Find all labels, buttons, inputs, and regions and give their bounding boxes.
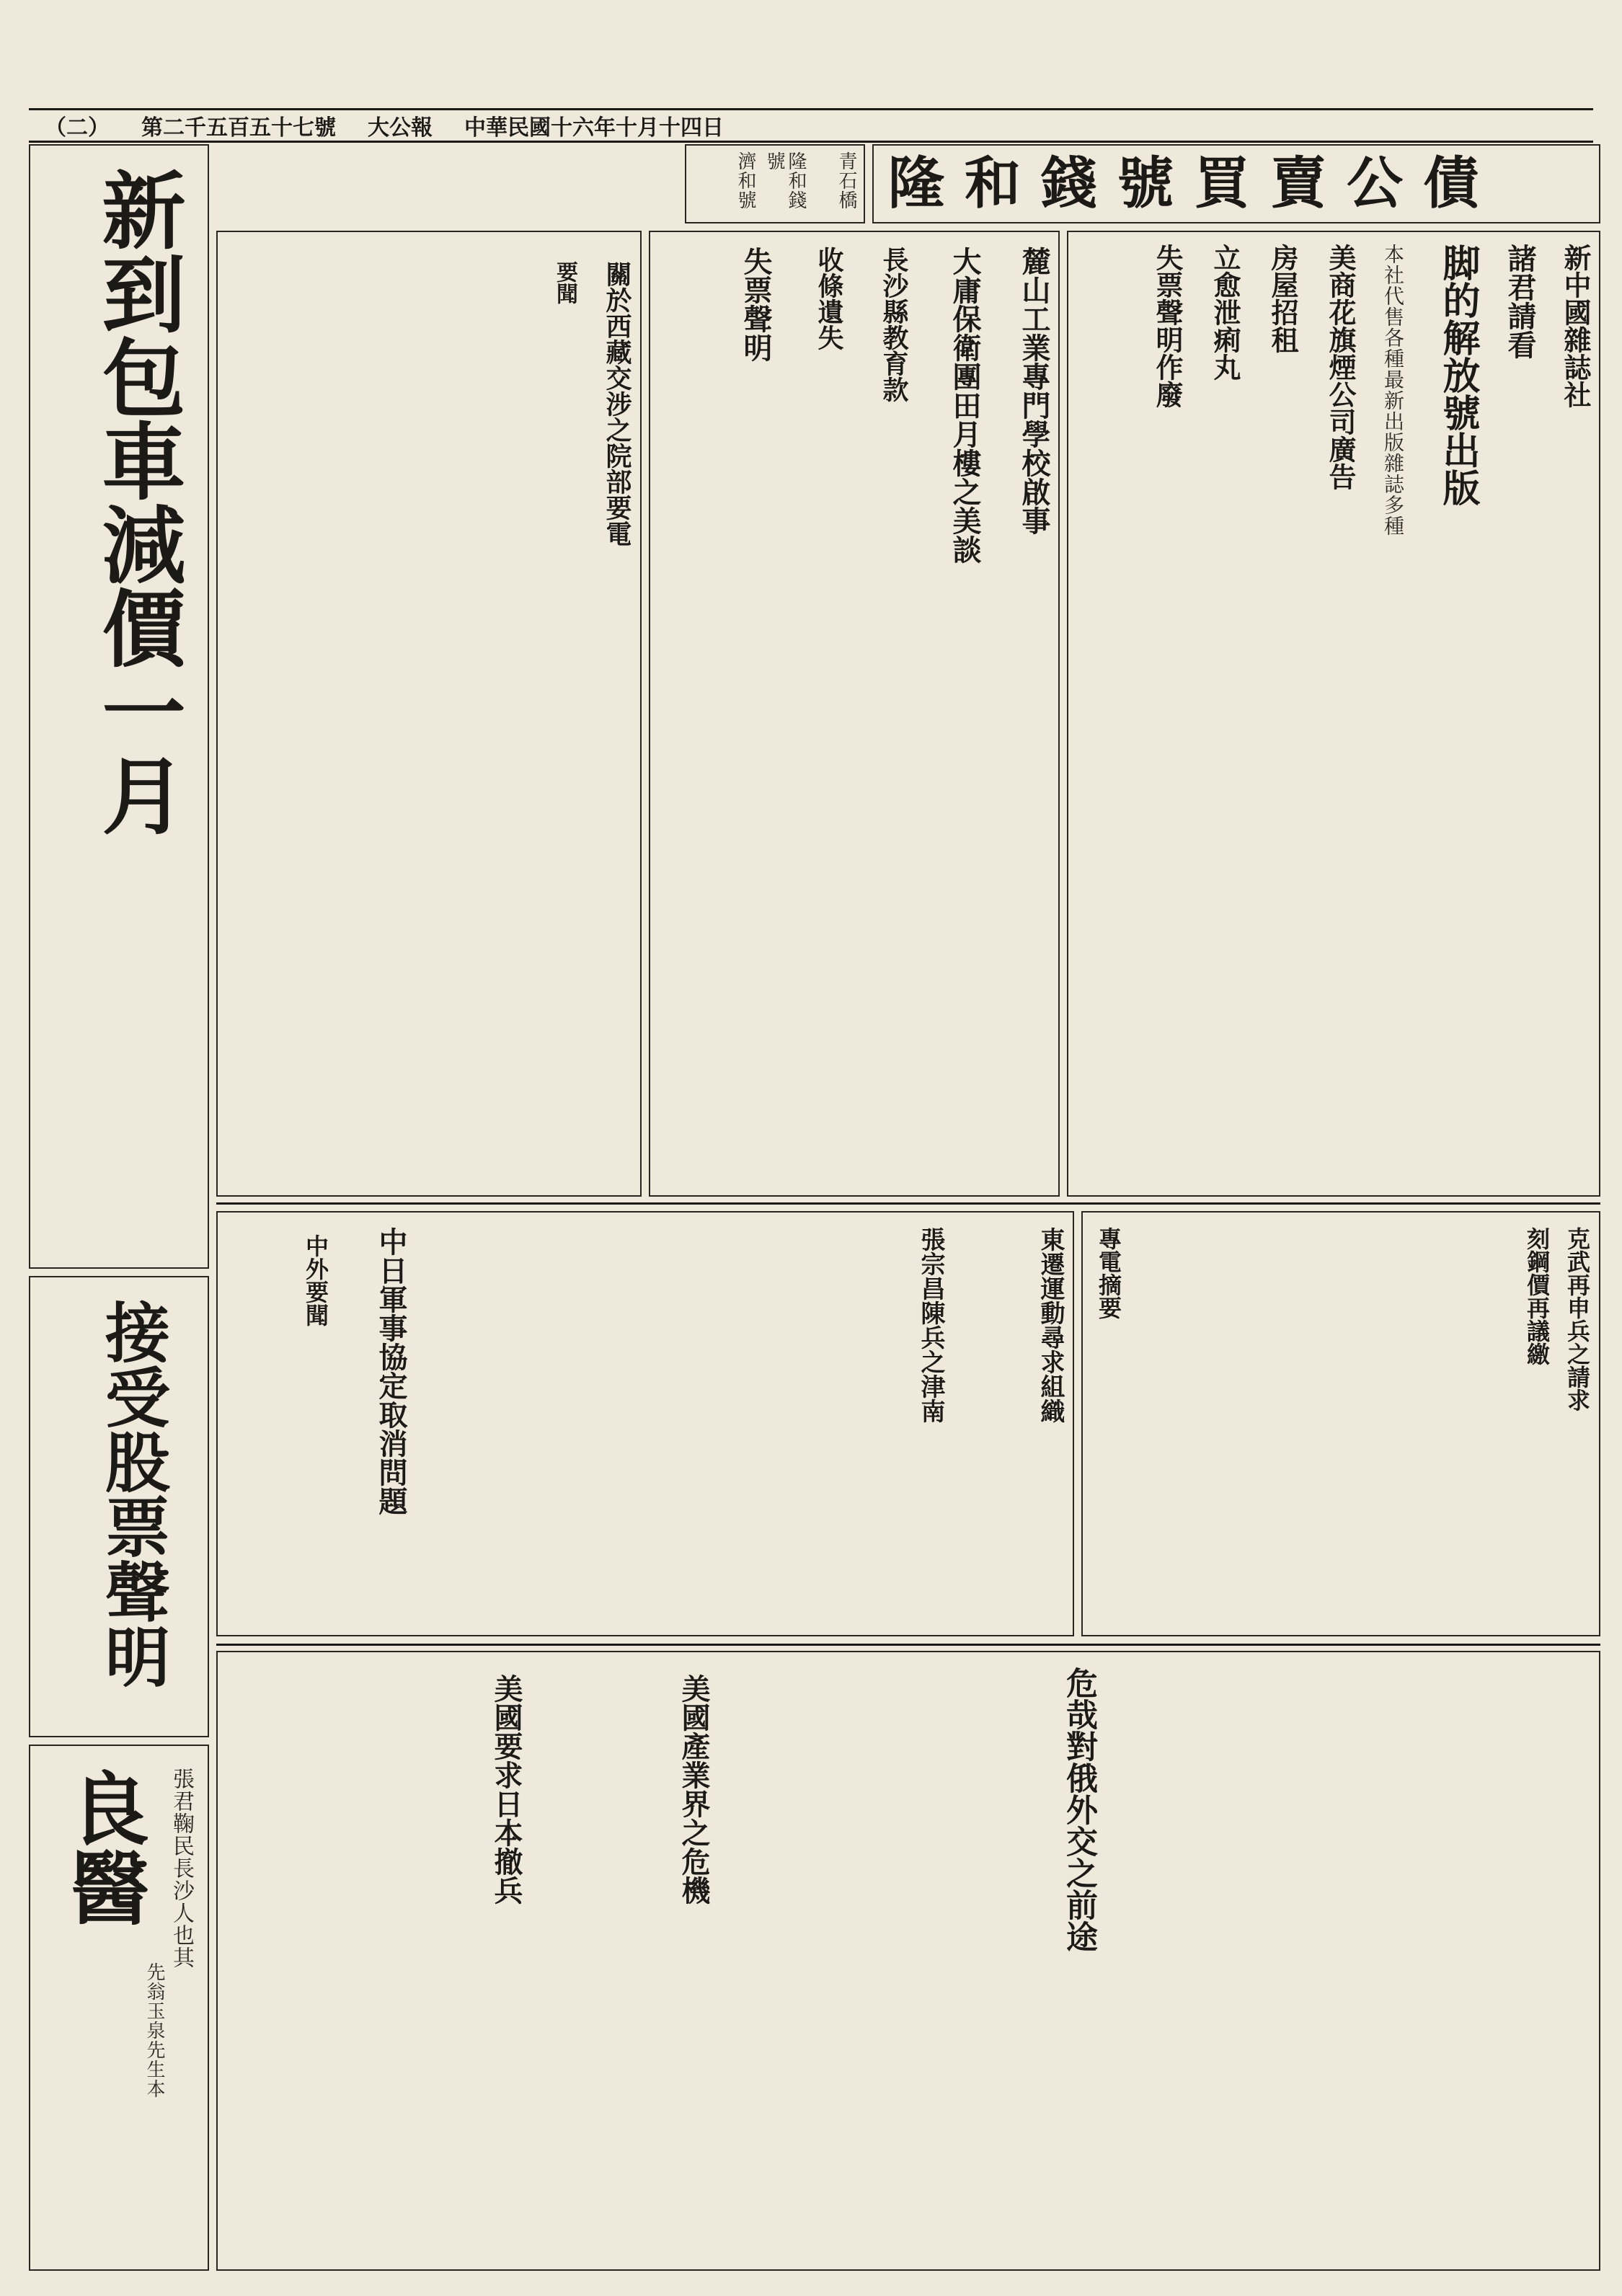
divider-mid: [216, 1202, 1600, 1205]
news-tibet-section: 要聞: [552, 261, 577, 304]
issue-number: 第二千五百五十七號: [141, 115, 336, 141]
ad-school-line-4: 收條遺失: [814, 247, 844, 350]
ad-notice-title: 新中國雜誌社: [1559, 244, 1592, 408]
news-mid-headline-1: 東遷運動尋求組織: [1036, 1227, 1065, 1423]
ad-school-line-2: 大庸保衛團田月樓之美談: [948, 247, 982, 564]
ad-notice-line-5: 房屋招租: [1267, 244, 1299, 353]
ad-doctor-title: 良醫: [57, 1768, 150, 1926]
ad-doctor-box: [29, 1745, 209, 2271]
ad-loan-side: [685, 144, 865, 223]
ad-notice-line-7: 失票聲明作廢: [1151, 244, 1184, 408]
news-top-section: 專電摘要: [1095, 1227, 1122, 1319]
ad-school-line-1: 麓山工業專門學校啟事: [1017, 247, 1051, 535]
paper-name: 大公報: [368, 115, 433, 141]
ad-loan-title: 隆和錢號買賣公債: [888, 151, 1500, 216]
masthead-bar: [29, 108, 1593, 143]
news-top-block: [1081, 1211, 1600, 1636]
news-bottom-headline-1: 危哉對俄外交之前途: [1060, 1667, 1097, 1952]
ad-stock-title: 接受股票聲明: [94, 1299, 170, 1688]
ad-notice-line-6: 立愈泄痢丸: [1209, 244, 1241, 381]
ad-notice-block: [1067, 231, 1600, 1197]
news-mid-headline-2: 張宗昌陳兵之津南: [916, 1227, 945, 1423]
ad-doctor-line-1: 張君鞠民長沙人也其: [169, 1768, 194, 1969]
ad-notice-line-2: 脚的解放號出版: [1436, 244, 1480, 506]
news-bottom-headline-2: 美國產業界之危機: [677, 1674, 711, 1905]
ad-loan-side-2: 隆和錢號: [763, 151, 807, 210]
news-bottom-block: [216, 1651, 1600, 2271]
date-line: 中華民國十六年十月十四日: [464, 115, 724, 141]
ad-stock-box: [29, 1276, 209, 1737]
news-top-headline-1: 克武再申兵之請求: [1564, 1227, 1591, 1411]
ad-school-line-3: 長沙縣教育款: [879, 247, 909, 402]
ad-school-block: [649, 231, 1060, 1197]
ad-notice-line-4: 美商花旗煙公司廣告: [1324, 244, 1357, 490]
page-number: （二）: [45, 115, 110, 141]
ad-newcar-title: 新到包車減價一月: [88, 167, 186, 836]
news-mid-block: [216, 1211, 1074, 1636]
news-top-headline-2: 刻鋼價再議繳: [1523, 1227, 1551, 1365]
ad-loan-side-3: 濟和號: [735, 151, 756, 210]
news-bottom-headline-3: 美國要求日本撤兵: [489, 1674, 523, 1905]
news-tibet-headline: 關於西藏交涉之院部要電: [602, 261, 632, 546]
ad-newcar-box: [29, 144, 209, 1269]
divider-lower: [216, 1644, 1600, 1646]
ad-notice-line-3: 本社代售各種最新出版雜誌多種: [1381, 244, 1405, 536]
news-tibet-block: [216, 231, 642, 1197]
ad-notice-line-1: 諸君請看: [1503, 244, 1537, 359]
news-mid-section: 中外要聞: [302, 1234, 329, 1326]
ad-loan-side-1: 青石橋: [836, 151, 857, 210]
ad-loan-title-box: [872, 144, 1600, 223]
ad-doctor-line-2: 先翁玉泉先生本: [143, 1962, 165, 2098]
ad-school-line-5: 失票聲明: [739, 247, 773, 362]
news-mid-headline-3: 中日軍事協定取消問題: [374, 1227, 408, 1515]
